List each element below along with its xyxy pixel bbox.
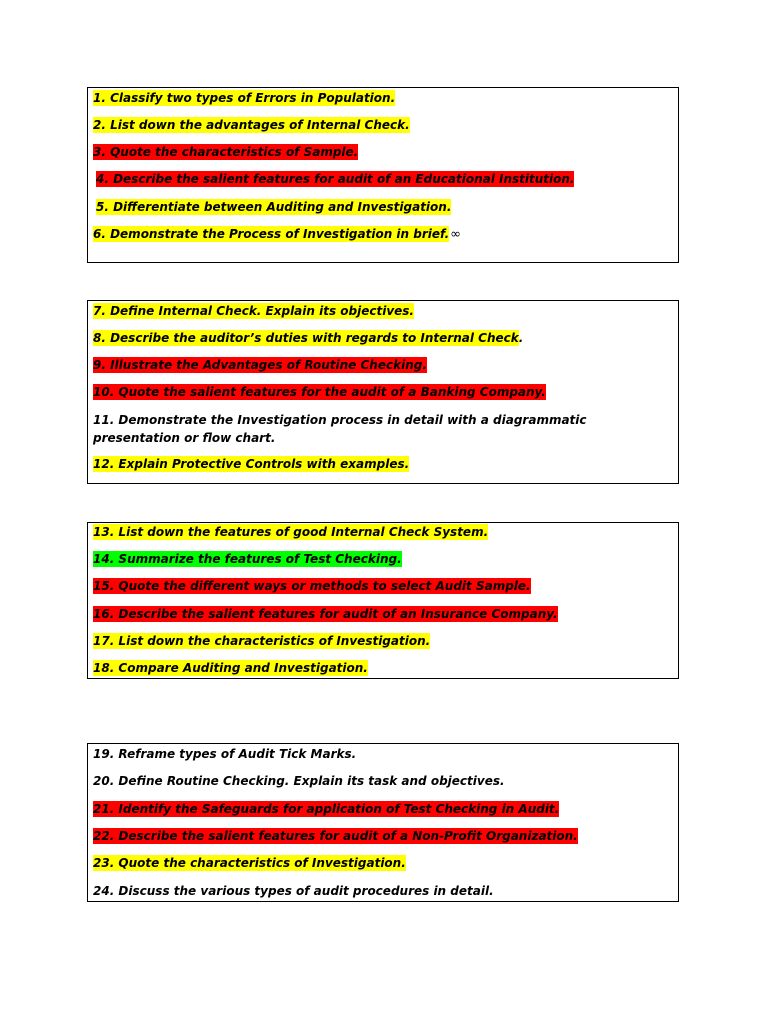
question-15 [93, 579, 531, 594]
question-22 [93, 829, 578, 844]
question-23 [93, 856, 406, 871]
question-18-text: 18. Compare Auditing and Investigation. [93, 661, 368, 675]
question-19 [93, 747, 356, 762]
question-16 [93, 607, 558, 622]
question-3-text: 3. Quote the characteristics of Sample. [93, 145, 359, 159]
question-group-2 [87, 300, 679, 484]
question-10 [93, 385, 546, 400]
question-2-text: 2. List down the advantages of Internal Check. [93, 118, 410, 132]
question-12-text: 12. Explain Protective Controls with examples. [93, 457, 410, 471]
question-17 [93, 634, 430, 649]
question-14-text: 14. Summarize the features of Test Checking. [93, 552, 402, 566]
question-23-text: 23. Quote the characteristics of Investigation. [93, 856, 406, 870]
question-17-text: 17. List down the characteristics of Investigation. [93, 634, 431, 648]
question-6-text: 6. Demonstrate the Process of Investigation in brief. [93, 227, 450, 241]
question-group-1 [87, 87, 679, 263]
question-4 [96, 172, 574, 187]
question-11-text: 11. Demonstrate the Investigation process in detail with a diagrammatic presentation or flow chart. [93, 413, 587, 445]
question-15-text: 15. Quote the different ways or methods to select Audit Sample. [93, 579, 531, 593]
question-5 [96, 200, 451, 215]
question-8 [93, 331, 523, 346]
question-13 [93, 525, 488, 540]
question-9 [93, 358, 427, 373]
question-16-text: 16. Describe the salient features for audit of an Insurance Company. [93, 607, 558, 621]
question-2 [93, 118, 410, 133]
glasses-icon: ∞ [450, 227, 461, 242]
question-10-text: 10. Quote the salient features for the audit of a Banking Company. [93, 385, 546, 399]
question-1 [93, 91, 395, 106]
question-21-text: 21. Identify the Safeguards for application of Test Checking in Audit. [93, 802, 560, 816]
question-13-text: 13. List down the features of good Internal Check System. [93, 525, 489, 539]
question-20 [93, 774, 505, 789]
question-5-text: 5. Differentiate between Auditing and Investigation. [96, 200, 452, 214]
question-19-text: 19. Reframe types of Audit Tick Marks. [93, 747, 357, 761]
question-7-text: 7. Define Internal Check. Explain its objectives. [93, 304, 414, 318]
question-9-text: 9. Illustrate the Advantages of Routine Checking. [93, 358, 427, 372]
question-group-3 [87, 522, 679, 679]
question-14 [93, 552, 402, 567]
question-24-text: 24. Discuss the various types of audit procedures in detail. [93, 884, 494, 898]
question-6 [93, 227, 461, 242]
question-3 [93, 145, 358, 160]
question-group-4 [87, 743, 679, 902]
question-18 [93, 661, 368, 676]
question-4-text: 4. Describe the salient features for audit of an Educational Institution. [96, 172, 575, 186]
question-7 [93, 304, 414, 319]
question-21 [93, 802, 559, 817]
question-22-text: 22. Describe the salient features for audit of a Non-Profit Organization. [93, 829, 578, 843]
question-8-trailing: . [518, 331, 524, 345]
question-11 [93, 411, 648, 447]
question-20-text: 20. Define Routine Checking. Explain its task and objectives. [93, 774, 505, 788]
question-24 [93, 884, 494, 899]
question-12 [93, 457, 409, 472]
question-8-text: 8. Describe the auditor’s duties with regards to Internal Check [93, 331, 519, 345]
question-1-text: 1. Classify two types of Errors in Population. [93, 91, 396, 105]
